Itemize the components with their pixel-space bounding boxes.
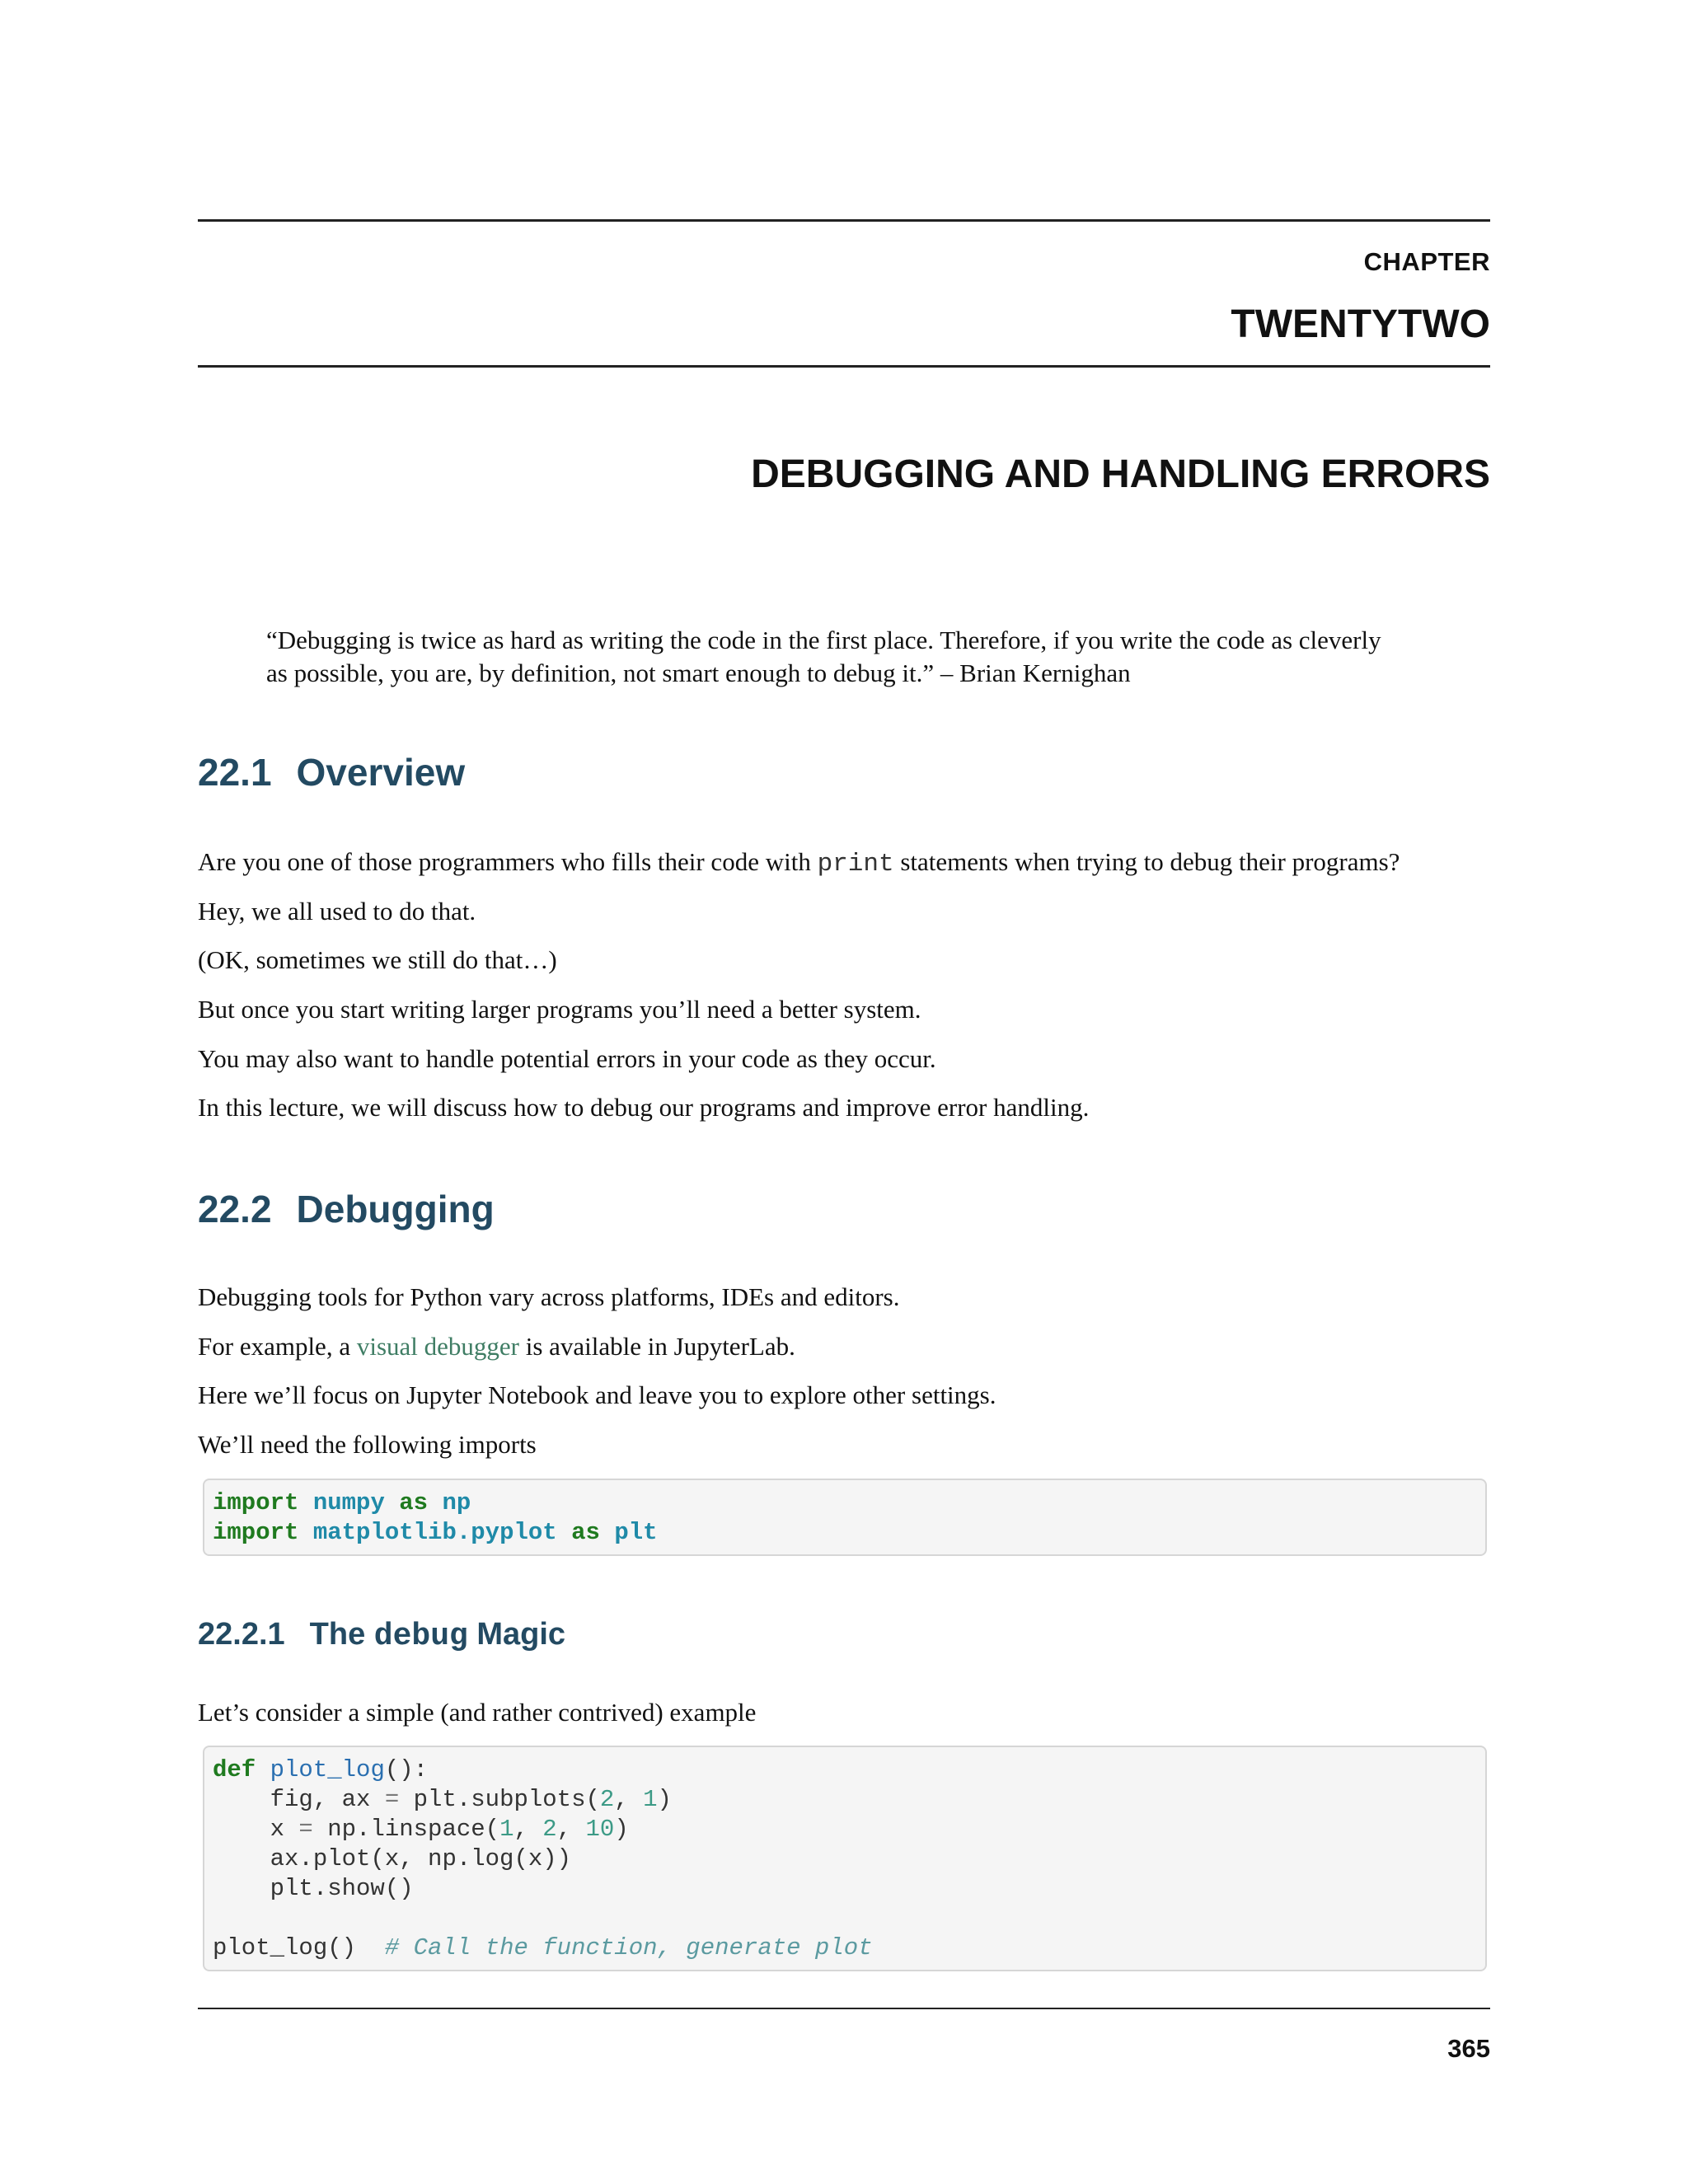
code-text: , xyxy=(513,1816,543,1843)
epigraph-quote xyxy=(266,624,1437,690)
subsection-heading-debug-magic xyxy=(198,1617,565,1654)
code-block-imports xyxy=(203,1479,1487,1556)
code-text: np.linspace( xyxy=(312,1816,500,1843)
paragraph: We’ll need the following imports xyxy=(198,1430,537,1459)
subsection-title: The xyxy=(309,1617,366,1652)
paragraph-text: is available in JupyterLab. xyxy=(518,1332,795,1361)
paragraph: Let’s consider a simple (and rather contrived) example xyxy=(198,1698,757,1727)
subsection-number: 22.2.1 xyxy=(198,1617,285,1652)
code-module: matplotlib.pyplot xyxy=(312,1519,557,1546)
code-line xyxy=(213,1488,1477,1518)
paragraph: Hey, we all used to do that. xyxy=(198,897,476,926)
section-number: 22.1 xyxy=(198,751,272,794)
code-number: 10 xyxy=(585,1816,615,1843)
epigraph-line: as possible, you are, by definition, not smart enough to debug it.” – Brian Kernighan xyxy=(266,658,1131,687)
code-line xyxy=(213,1815,1477,1844)
code-keyword: as xyxy=(399,1489,429,1516)
code-keyword: as xyxy=(571,1519,600,1546)
paragraph-text: statements when trying to debug their programs? xyxy=(893,847,1400,876)
code-text: , xyxy=(614,1786,644,1813)
code-module: plt xyxy=(614,1519,658,1546)
chapter-bottom-rule xyxy=(198,365,1490,368)
chapter-title: DEBUGGING AND HANDLING ERRORS xyxy=(751,452,1490,496)
paragraph: You may also want to handle potential errors in your code as they occur. xyxy=(198,1044,936,1073)
code-number: 2 xyxy=(542,1816,557,1843)
code-line xyxy=(213,1785,1477,1815)
paragraph: Here we’ll focus on Jupyter Notebook and leave you to explore other settings. xyxy=(198,1380,996,1409)
paragraph xyxy=(198,846,1490,881)
code-comment: # Call the function, generate plot xyxy=(384,1934,873,1961)
code-text: fig, ax xyxy=(213,1786,385,1813)
paragraph: But once you start writing larger programs you’ll need a better system. xyxy=(198,995,921,1024)
paragraph-text: Are you one of those programmers who fills their code with xyxy=(198,847,818,876)
code-operator: = xyxy=(384,1786,400,1813)
footer-rule xyxy=(198,2008,1490,2009)
section-title: Debugging xyxy=(296,1188,495,1230)
code-text: x xyxy=(213,1816,299,1843)
code-line-blank xyxy=(213,1904,1477,1933)
code-keyword: import xyxy=(213,1489,299,1516)
code-line xyxy=(213,1933,1477,1963)
code-module: np xyxy=(442,1489,471,1516)
paragraph: In this lecture, we will discuss how to debug our programs and improve error handling. xyxy=(198,1093,1090,1122)
paragraph: (OK, sometimes we still do that…) xyxy=(198,945,557,974)
code-line xyxy=(213,1755,1477,1785)
paragraph xyxy=(198,1330,1490,1363)
chapter-label: CHAPTER xyxy=(1363,247,1490,276)
inline-code: debug xyxy=(373,1619,468,1654)
epigraph-line: “Debugging is twice as hard as writing the code in the first place. Therefore, if you write the code as cleverly xyxy=(266,626,1381,654)
code-number: 2 xyxy=(599,1786,615,1813)
code-keyword: def xyxy=(213,1756,256,1783)
code-line xyxy=(213,1518,1477,1548)
section-title: Overview xyxy=(296,751,466,794)
code-function-name: plot_log xyxy=(270,1756,385,1783)
code-line: ax.plot(x, np.log(x)) xyxy=(213,1845,572,1872)
code-text: ) xyxy=(614,1816,629,1843)
chapter-number: TWENTYTWO xyxy=(1231,302,1490,346)
chapter-top-rule xyxy=(198,219,1490,222)
page-number: 365 xyxy=(1447,2034,1490,2063)
inline-code: print xyxy=(817,850,894,879)
code-number: 1 xyxy=(499,1816,514,1843)
code-number: 1 xyxy=(643,1786,658,1813)
visual-debugger-link[interactable]: visual debugger xyxy=(356,1332,519,1361)
code-module: numpy xyxy=(312,1489,385,1516)
code-text: plot_log() xyxy=(213,1934,385,1961)
code-block-example xyxy=(203,1746,1487,1971)
subsection-title: Magic xyxy=(476,1617,566,1652)
code-text: plt.subplots( xyxy=(399,1786,600,1813)
section-number: 22.2 xyxy=(198,1188,272,1230)
code-keyword: import xyxy=(213,1519,299,1546)
code-text: , xyxy=(556,1816,586,1843)
paragraph: Debugging tools for Python vary across platforms, IDEs and editors. xyxy=(198,1282,900,1311)
code-operator: = xyxy=(298,1816,313,1843)
code-text: ) xyxy=(657,1786,672,1813)
code-line: plt.show() xyxy=(213,1875,414,1902)
code-text: (): xyxy=(384,1756,429,1783)
section-heading-overview xyxy=(198,750,465,794)
paragraph-text: For example, a xyxy=(198,1332,357,1361)
section-heading-debugging xyxy=(198,1187,495,1231)
